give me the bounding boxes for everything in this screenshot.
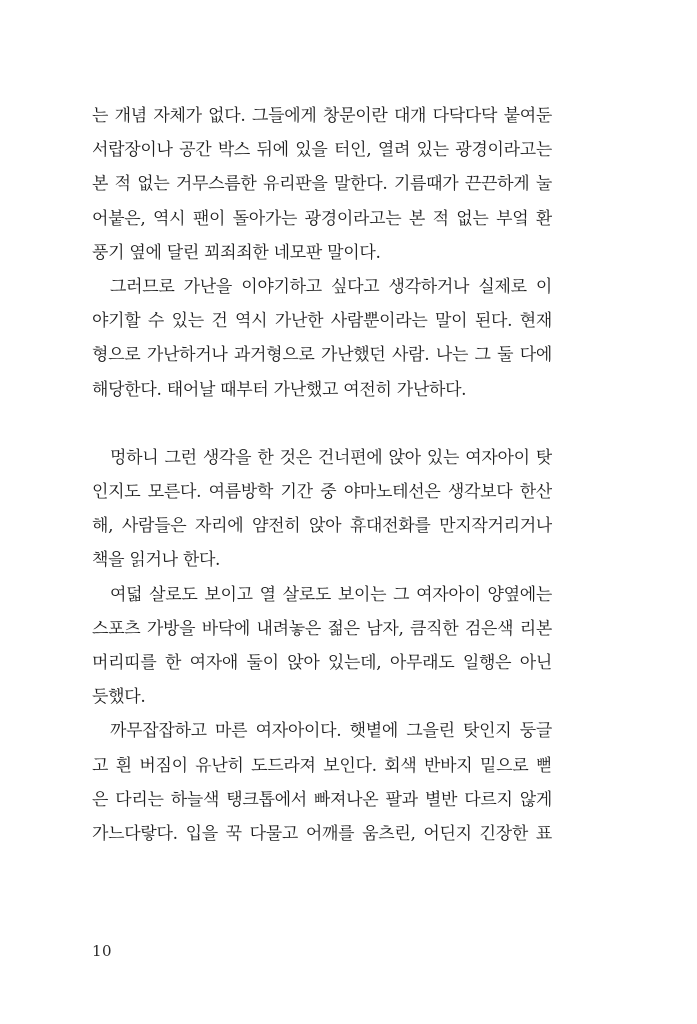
text-line: 스포츠 가방을 바닥에 내려놓은 젊은 남자, 큼직한 검은색 리본 (92, 618, 552, 639)
paragraph-2 (92, 270, 552, 407)
text-line: 까무잡잡하고 마른 여자아이다. 햇볕에 그을린 탓인지 둥글 (110, 721, 552, 742)
paragraph-5 (92, 714, 552, 851)
text-line: 본 적 없는 거무스름한 유리판을 말한다. 기름때가 끈끈하게 눌 (92, 174, 552, 195)
text-line: 해, 사람들은 자리에 얌전히 앉아 휴대전화를 만지작거리거나 (92, 516, 552, 537)
text-line: 듯했다. (92, 687, 146, 708)
paragraph-4 (92, 578, 552, 715)
text-line: 어붙은, 역시 팬이 돌아가는 광경이라고는 본 적 없는 부엌 환 (92, 208, 552, 229)
text-line: 는 개념 자체가 없다. 그들에게 창문이란 대개 다닥다닥 붙여둔 (92, 106, 552, 126)
text-line: 풍기 옆에 달린 꾀죄죄한 네모판 말이다. (92, 242, 381, 263)
text-line: 은 다리는 하늘색 탱크톱에서 빠져나온 팔과 별반 다르지 않게 (92, 789, 552, 810)
section-break (92, 407, 552, 441)
paragraph-3 (92, 441, 552, 578)
text-line: 고 흰 버짐이 유난히 도드라져 보인다. 회색 반바지 밑으로 뻗 (92, 755, 552, 776)
text-line: 머리띠를 한 여자애 둘이 앉아 있는데, 아무래도 일행은 아닌 (92, 653, 552, 674)
text-line: 야기할 수 있는 건 역시 가난한 사람뿐이라는 말이 된다. 현재 (92, 311, 552, 332)
body-text (92, 99, 552, 851)
text-line: 그러므로 가난을 이야기하고 싶다고 생각하거나 실제로 이 (110, 277, 552, 298)
text-line: 가느다랗다. 입을 꾹 다물고 어깨를 움츠린, 어딘지 긴장한 표 (92, 824, 552, 845)
paragraph-1 (92, 99, 552, 270)
text-line: 해당한다. 태어날 때부터 가난했고 여전히 가난하다. (92, 379, 467, 400)
text-line: 서랍장이나 공간 박스 뒤에 있을 터인, 열려 있는 광경이라고는 (92, 140, 552, 161)
text-line: 인지도 모른다. 여름방학 기간 중 야마노테선은 생각보다 한산 (92, 482, 552, 503)
page-number: 10 (92, 942, 113, 960)
text-line: 여덟 살로도 보이고 열 살로도 보이는 그 여자아이 양옆에는 (110, 584, 552, 605)
text-line: 책을 읽거나 한다. (92, 550, 221, 571)
text-line: 멍하니 그런 생각을 한 것은 건너편에 앉아 있는 여자아이 탓 (110, 447, 552, 468)
text-line: 형으로 가난하거나 과거형으로 가난했던 사람. 나는 그 둘 다에 (92, 345, 552, 366)
